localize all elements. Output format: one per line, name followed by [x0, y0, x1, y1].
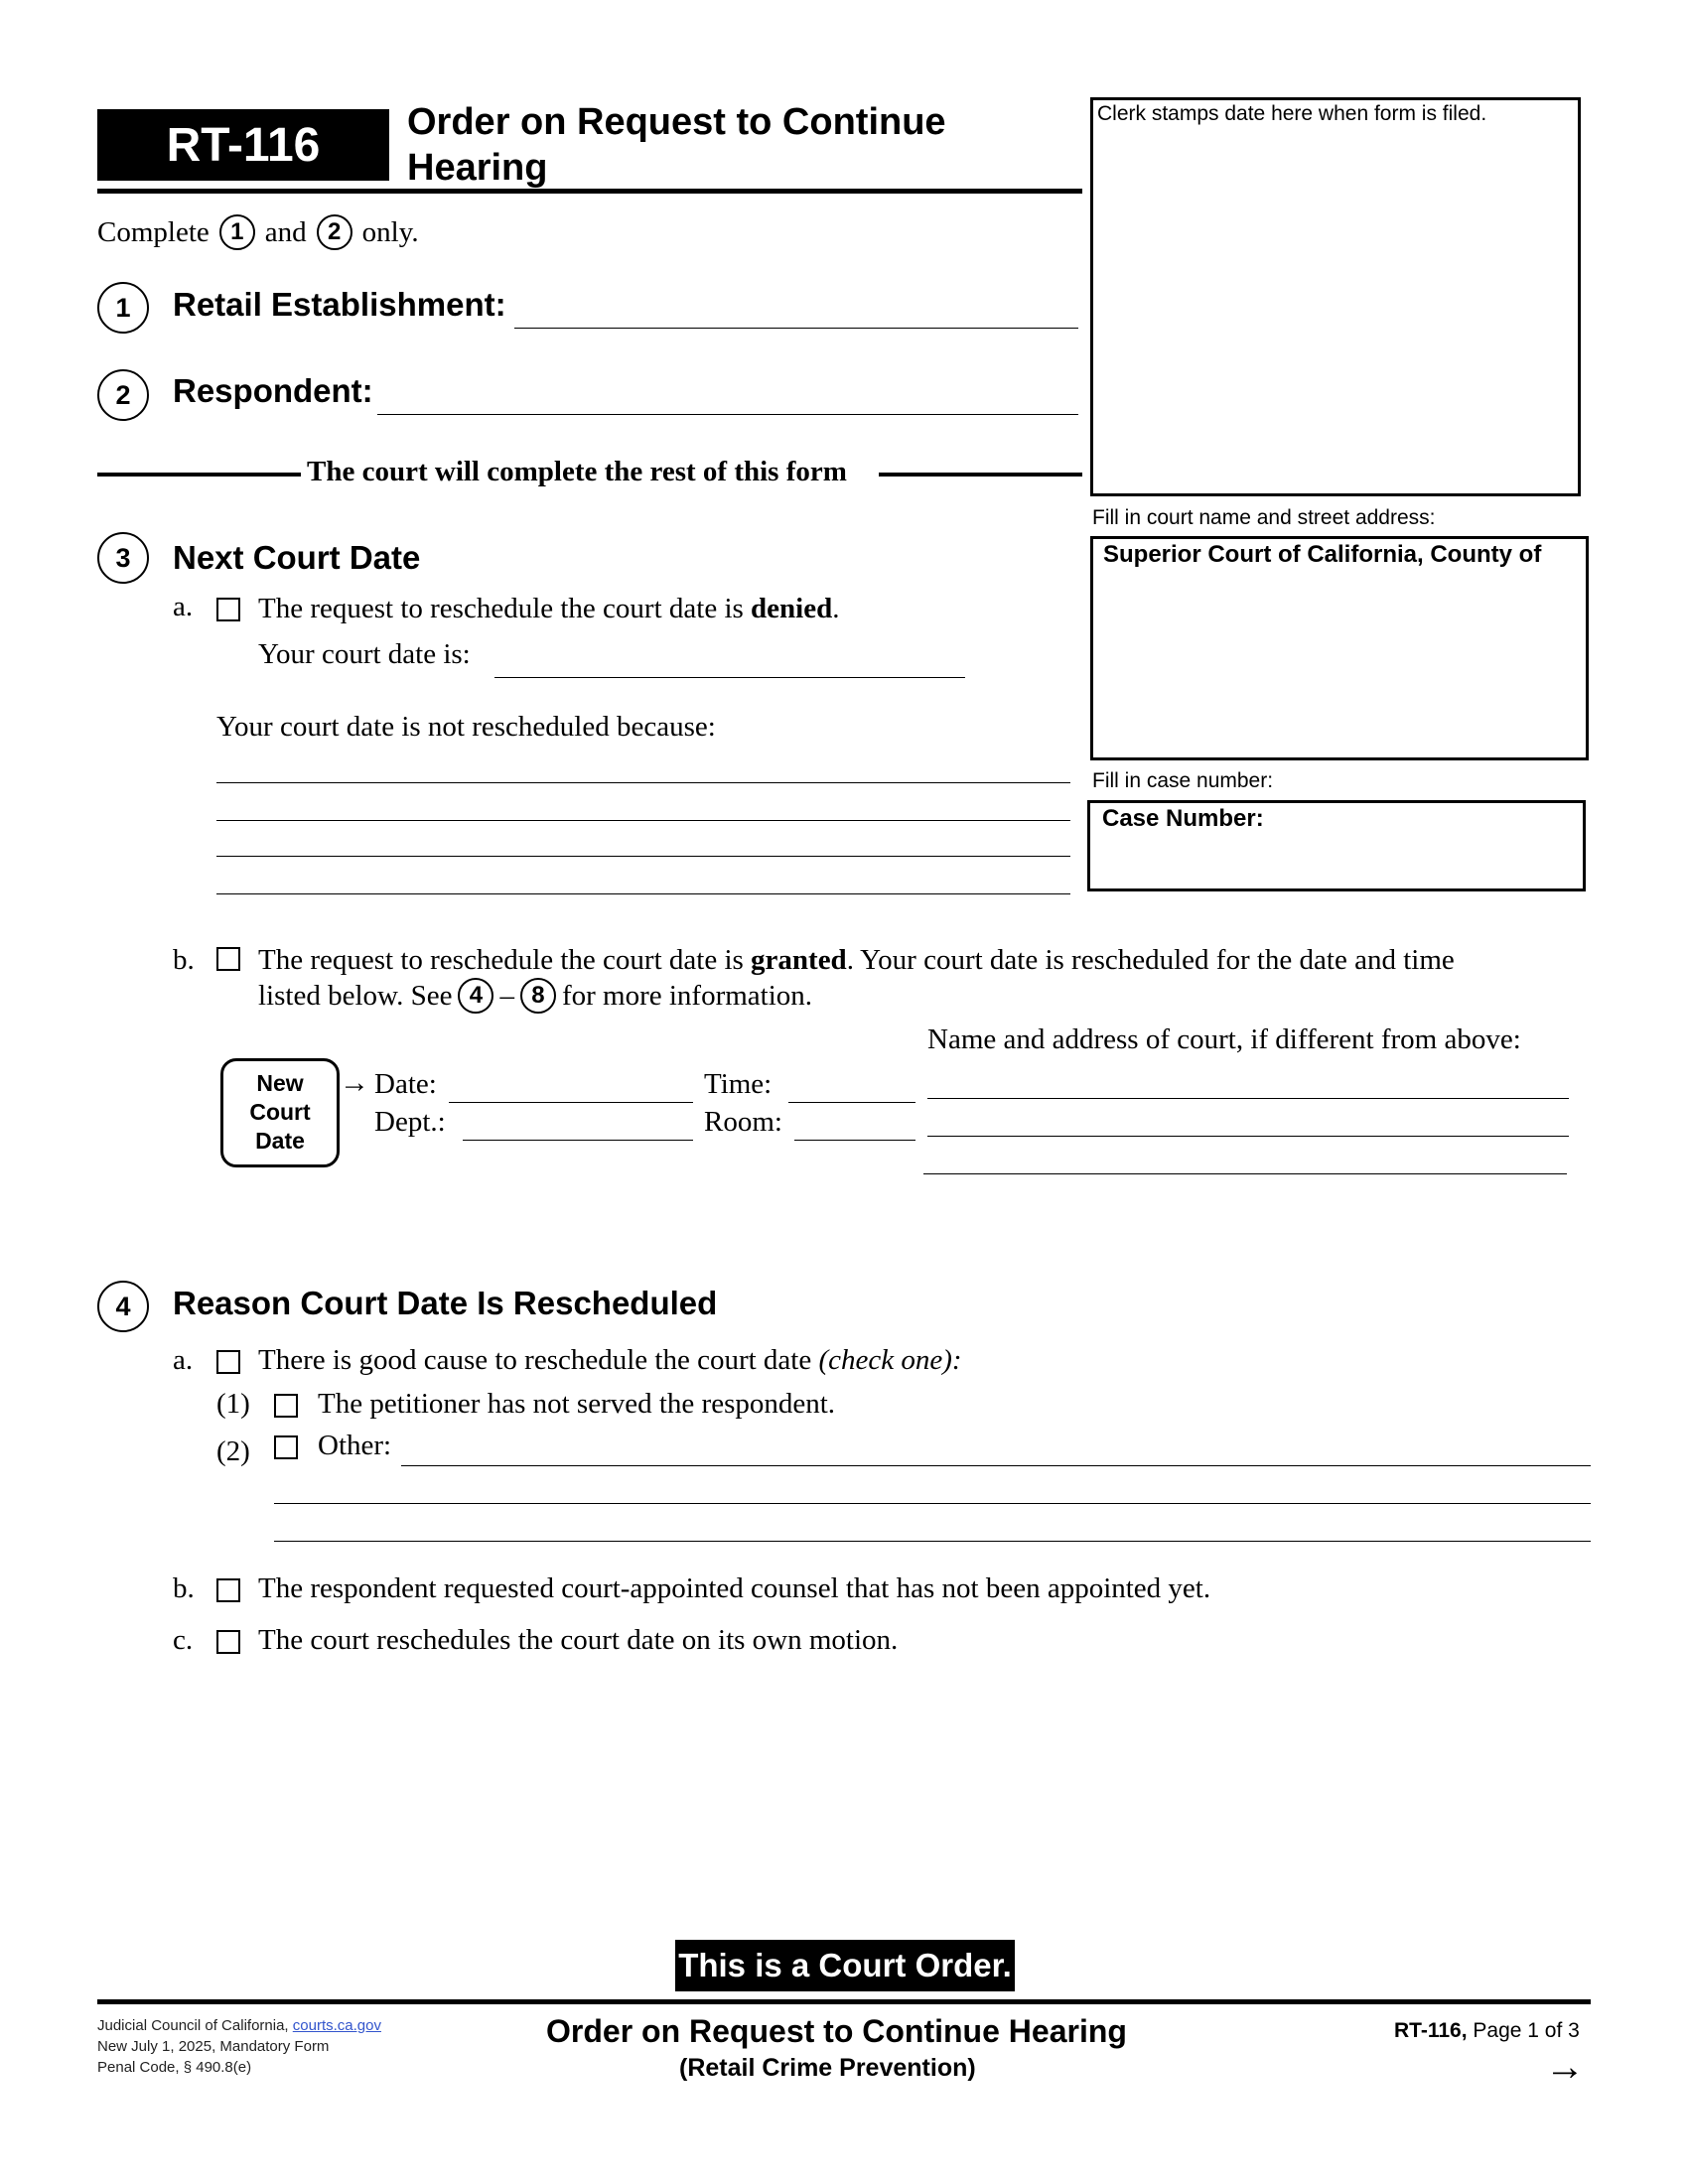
new-room-field[interactable] [794, 1140, 915, 1141]
footer-publisher-text: Judicial Council of California, [97, 2017, 293, 2034]
form-title [407, 99, 946, 191]
new-dept-field[interactable] [463, 1140, 693, 1141]
date-label: Date: [374, 1068, 437, 1100]
court-divider-left [97, 473, 301, 477]
next-page-arrow-icon[interactable]: → [1545, 2045, 1585, 2089]
more-info-text: for more information. [561, 979, 813, 1012]
arrow-right-icon: → [340, 1066, 369, 1099]
case-number-box[interactable] [1087, 800, 1586, 891]
respondent-label: Respondent: [173, 372, 373, 409]
header-rule [97, 189, 1082, 194]
other-reason-line-3[interactable] [274, 1541, 1591, 1542]
new-time-field[interactable] [788, 1102, 915, 1103]
item-4-number: 4 [97, 1281, 149, 1332]
court-date-label: Your court date is: [258, 638, 471, 670]
case-number-text: Case Number: [1102, 805, 1264, 832]
granted-text-post: . Your court date is rescheduled for the date and time [846, 944, 1455, 976]
good-cause-text [258, 1344, 962, 1377]
granted-text-line2 [258, 978, 812, 1014]
footer-code: Penal Code, § 490.8(e) [97, 2059, 252, 2076]
not-served-checkbox[interactable] [274, 1394, 298, 1418]
alt-court-address-line-2[interactable] [927, 1136, 1569, 1137]
form-title-line1: Order on Request to Continue [407, 101, 946, 143]
item-2-number: 2 [97, 369, 149, 421]
respondent-field[interactable] [377, 414, 1078, 415]
form-id: RT-116 [166, 118, 321, 172]
court-order-banner: This is a Court Order. [675, 1940, 1015, 1991]
item-4b-letter: b. [173, 1572, 195, 1604]
footer-title: Order on Request to Continue Hearing [546, 2013, 1127, 2049]
other-reason-line-1[interactable] [401, 1465, 1591, 1466]
see-text: listed below. See [258, 979, 453, 1012]
item-3-number: 3 [97, 532, 149, 584]
and-word: and [264, 215, 307, 248]
complete-instruction [97, 214, 419, 250]
item-3a-letter: a. [173, 591, 194, 622]
item-4a-letter: a. [173, 1344, 194, 1376]
court-date-field[interactable] [494, 677, 965, 678]
other-reason-line-2[interactable] [274, 1503, 1591, 1504]
new-court-date-line3: Date [255, 1128, 305, 1154]
item-1-number: 1 [97, 282, 149, 334]
form-title-line2: Hearing [407, 147, 548, 189]
alt-court-address-line-3[interactable] [923, 1173, 1567, 1174]
room-label: Room: [704, 1106, 782, 1138]
check-one-hint: (check one): [818, 1344, 962, 1376]
court-name-caption: Fill in court name and street address: [1092, 506, 1436, 529]
good-cause-text-main: There is good cause to reschedule the court date [258, 1344, 819, 1376]
option-1-number: (1) [216, 1388, 250, 1420]
ref-dash: – [499, 979, 514, 1012]
item-4c-letter: c. [173, 1624, 194, 1656]
denied-checkbox[interactable] [216, 598, 240, 621]
option-2-number: (2) [216, 1435, 250, 1467]
counsel-checkbox[interactable] [216, 1578, 240, 1602]
denied-text-pre: The request to reschedule the court date is [258, 593, 752, 624]
alt-court-address-label: Name and address of court, if different from above: [927, 1024, 1521, 1055]
item-3b-letter: b. [173, 944, 195, 976]
footer-rule [97, 1999, 1591, 2004]
ref-circle-4: 4 [458, 978, 493, 1014]
ref-circle-1: 1 [219, 214, 255, 250]
time-label: Time: [704, 1068, 773, 1100]
clerk-stamp-box [1090, 97, 1581, 496]
good-cause-checkbox[interactable] [216, 1350, 240, 1374]
footer-revision: New July 1, 2025, Mandatory Form [97, 2038, 330, 2055]
case-number-caption: Fill in case number: [1092, 769, 1274, 792]
new-court-date-box [220, 1058, 340, 1167]
denied-text-post: . [832, 593, 840, 624]
other-reason-label: Other: [318, 1430, 392, 1461]
reason-rescheduled-heading: Reason Court Date Is Rescheduled [173, 1285, 718, 1321]
footer-center [546, 2013, 1142, 2083]
reason-line-4[interactable] [216, 893, 1070, 894]
footer-publisher [97, 2015, 381, 2036]
other-reason-checkbox[interactable] [274, 1435, 298, 1459]
clerk-stamp-label: Clerk stamps date here when form is filed. [1097, 102, 1487, 125]
court-divider-text: The court will complete the rest of this form [307, 456, 847, 487]
court-name-text: Superior Court of California, County of [1103, 541, 1542, 568]
ref-circle-2: 2 [317, 214, 352, 250]
court-divider-right [879, 473, 1082, 477]
alt-court-address-line-1[interactable] [927, 1098, 1569, 1099]
footer-form-id: RT-116, [1394, 2019, 1468, 2042]
new-date-field[interactable] [449, 1102, 693, 1103]
denied-text [258, 593, 839, 625]
footer-subtitle: (Retail Crime Prevention) [679, 2054, 976, 2082]
counsel-text: The respondent requested court-appointed counsel that has not been appointed yet. [258, 1572, 1211, 1604]
retail-establishment-label: Retail Establishment: [173, 286, 506, 323]
next-court-date-heading: Next Court Date [173, 539, 421, 576]
only-word: only. [361, 215, 419, 248]
not-rescheduled-label: Your court date is not rescheduled because: [216, 711, 716, 743]
own-motion-text: The court reschedules the court date on its own motion. [258, 1624, 899, 1656]
denied-word: denied [751, 593, 833, 624]
new-court-date-line2: Court [249, 1099, 311, 1125]
footer-left [97, 2015, 381, 2078]
new-court-date-line1: New [256, 1070, 304, 1096]
reason-line-3[interactable] [216, 856, 1070, 857]
granted-checkbox[interactable] [216, 947, 240, 971]
granted-text [258, 944, 1455, 977]
granted-word: granted [751, 944, 847, 976]
dept-label: Dept.: [374, 1106, 446, 1138]
ref-circle-8: 8 [520, 978, 556, 1014]
footer-page-info [1394, 2019, 1580, 2043]
court-name-box[interactable] [1090, 536, 1589, 760]
reason-line-1[interactable] [216, 782, 1070, 783]
granted-text-pre: The request to reschedule the court date is [258, 944, 752, 976]
not-served-text: The petitioner has not served the respondent. [318, 1388, 836, 1420]
form-id-badge [97, 109, 389, 181]
footer-page-number: Page 1 of 3 [1467, 2019, 1580, 2042]
reason-line-2[interactable] [216, 820, 1070, 821]
complete-word: Complete [97, 215, 210, 248]
courts-website-link[interactable]: courts.ca.gov [292, 2017, 381, 2034]
own-motion-checkbox[interactable] [216, 1630, 240, 1654]
retail-establishment-field[interactable] [514, 328, 1078, 329]
